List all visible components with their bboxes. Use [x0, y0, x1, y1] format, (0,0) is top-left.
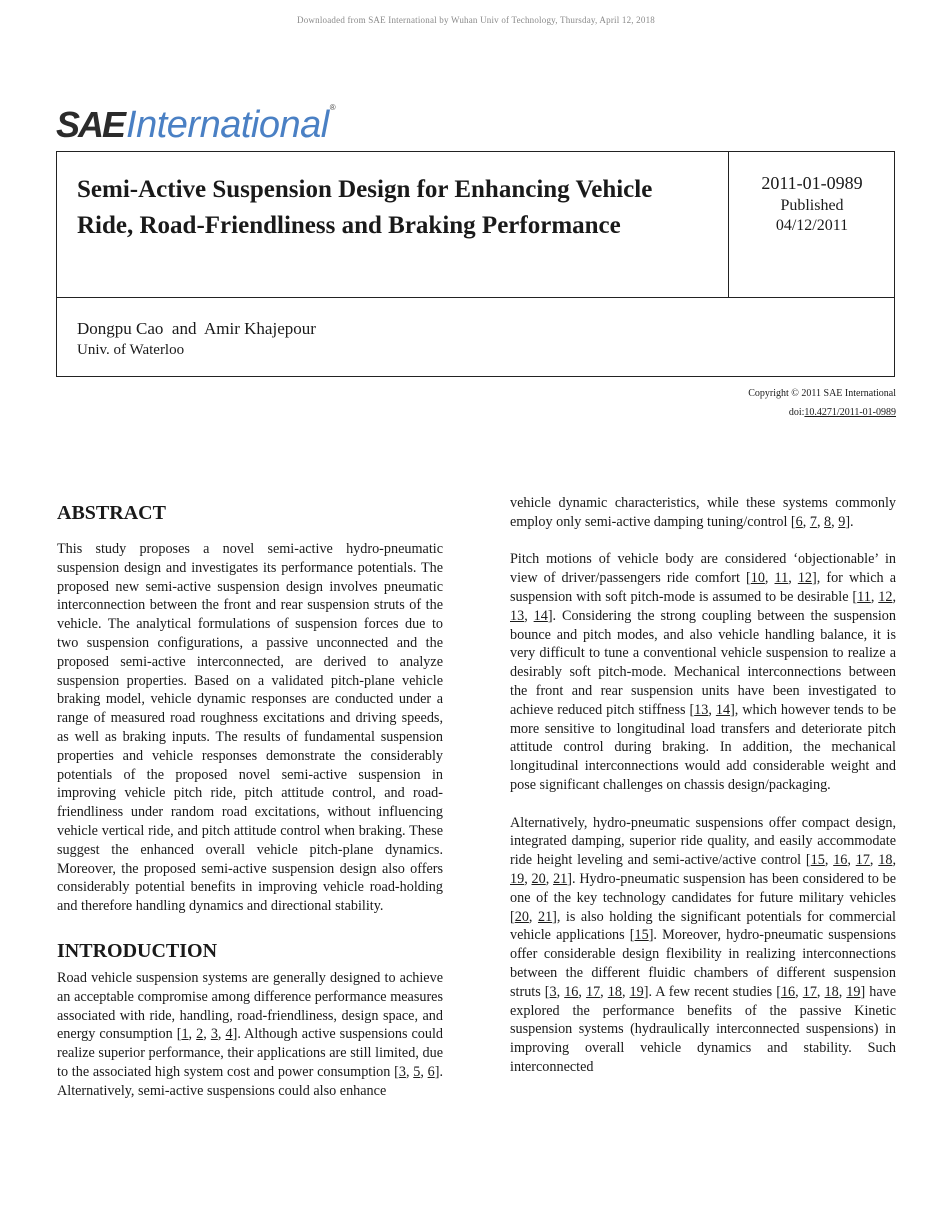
reference-link[interactable]: 16 — [833, 852, 848, 869]
reference-link[interactable]: 19 — [510, 870, 525, 887]
text-segment: , — [708, 701, 716, 718]
reference-link[interactable]: 19 — [846, 983, 861, 1000]
reference-link[interactable]: 16 — [564, 983, 579, 1000]
text-segment: , — [847, 852, 856, 869]
doi-link[interactable]: 10.4271/2011-01-0989 — [804, 407, 896, 418]
text-segment: , — [188, 1026, 197, 1043]
registered-mark: ® — [329, 103, 336, 112]
text-segment: , — [524, 607, 534, 624]
reference-link[interactable]: 14 — [715, 701, 731, 718]
text-segment: , — [870, 588, 879, 605]
text-segment: Alternatively, hydro-pneumatic suspensions offer compact design, integrated damping, superior ride quality, and easily accommodate ride height leveling and semi-active/active control [ — [510, 814, 896, 869]
reference-link[interactable]: 6 — [427, 1063, 435, 1080]
text-segment: ], for which a suspension with soft pitch-mode is assumed to be desirable [ — [510, 570, 897, 605]
text-segment: Road vehicle suspension systems are generally designed to achieve an acceptable compromise among difference performance measures associated with ride, handling, road-friendliness, design space, and energy consumption [ — [57, 969, 443, 1043]
introduction-heading: INTRODUCTION — [57, 939, 218, 962]
authors: Dongpu Cao and Amir Khajepour — [77, 319, 316, 338]
text-segment: ]. Although active suspensions could realize superior performance, their applications are still limited, due to the associated high system cost and power consumption [ — [57, 1026, 444, 1080]
text-segment: , — [788, 570, 798, 587]
reference-link[interactable]: 14 — [533, 607, 548, 624]
text-segment: , — [892, 852, 897, 869]
reference-link[interactable]: 6 — [795, 513, 803, 530]
reference-link[interactable]: 20 — [514, 908, 529, 925]
reference-link[interactable]: 10 — [750, 570, 765, 587]
abstract-heading: ABSTRACT — [57, 502, 166, 524]
reference-link[interactable]: 18 — [824, 983, 839, 1000]
text-segment: ]. Hydro-pneumatic suspension has been considered to be one of the key technology candidates for future military vehicles [ — [510, 870, 897, 925]
paper-number: 2011-01-0989 — [761, 173, 863, 193]
reference-link[interactable]: 11 — [774, 570, 789, 587]
reference-link[interactable]: 12 — [878, 588, 893, 605]
download-note: Downloaded from SAE International by Wuhan Univ of Technology, Thursday, April 12, 2018 — [297, 15, 655, 25]
reference-link[interactable]: 17 — [585, 983, 601, 1000]
reference-link[interactable]: 3 — [398, 1063, 406, 1080]
reference-link[interactable]: 12 — [797, 570, 813, 587]
text-segment: , — [816, 513, 825, 530]
text-segment: ]. A few recent studies [ — [643, 983, 781, 1000]
paper-title: Semi-Active Suspension Design for Enhancing Vehicle Ride, Road-Friendliness and Braking Performance — [77, 176, 653, 239]
reference-link[interactable]: 21 — [553, 870, 568, 887]
text-segment: vehicle dynamic characteristics, while these systems commonly employ only semi-active damping tuning/control [ — [510, 495, 896, 530]
text-segment: , — [528, 908, 538, 925]
affiliation: Univ. of Waterloo — [77, 342, 185, 358]
paper-meta-cell — [729, 152, 895, 297]
text-segment: , — [420, 1063, 428, 1080]
reference-link[interactable]: 20 — [531, 870, 546, 887]
sae-international-logo — [56, 103, 336, 146]
authors-cell — [57, 297, 894, 376]
published-date: 04/12/2011 — [775, 217, 849, 234]
text-segment: , — [824, 852, 834, 869]
text-segment: Pitch motions of vehicle body are considered ‘objectionable’ in view of driver/passengers ride comfort [ — [510, 551, 896, 587]
copyright-notice: Copyright © 2011 SAE International — [748, 388, 896, 399]
reference-link[interactable]: 15 — [634, 927, 649, 944]
text-segment: , — [869, 852, 879, 869]
logo-name: International — [126, 104, 329, 146]
text-segment: , — [764, 570, 775, 587]
reference-link[interactable]: 2 — [196, 1026, 204, 1043]
reference-link[interactable]: 3 — [210, 1026, 218, 1043]
reference-link[interactable]: 18 — [607, 983, 622, 1000]
text-segment: ]. — [845, 513, 854, 530]
text-segment: ] have explored the performance benefits of the passive Kinetic suspension systems (hydraulically interconnected suspensions) in improving overall vehicle dynamics and stability. Such interconnected — [510, 983, 897, 1075]
intro-paragraph-3 — [510, 814, 896, 1077]
text-segment: , — [621, 983, 630, 1000]
paper-header-box — [56, 151, 895, 377]
reference-link[interactable]: 16 — [780, 983, 796, 1000]
reference-link[interactable]: 11 — [857, 588, 871, 605]
published-label: Published — [780, 197, 844, 214]
text-segment: , — [203, 1026, 211, 1043]
reference-link[interactable]: 13 — [694, 701, 709, 718]
text-segment: , — [600, 983, 608, 1000]
intro-paragraph-1 — [57, 969, 443, 1101]
text-segment: , — [556, 983, 565, 1000]
text-segment: ]. Moreover, hydro-pneumatic suspensions offer considerable design flexibility in realizing interconnections between the different fluidic chambers of different suspension struts [ — [510, 927, 896, 1000]
text-segment: , — [217, 1026, 226, 1043]
reference-link[interactable]: 21 — [537, 908, 553, 925]
reference-link[interactable]: 8 — [824, 513, 832, 530]
reference-link[interactable]: 17 — [855, 852, 870, 869]
reference-link[interactable]: 19 — [629, 983, 644, 1000]
intro-paragraph-1-continued — [510, 494, 896, 532]
left-column — [57, 497, 443, 1101]
reference-link[interactable]: 1 — [181, 1026, 189, 1043]
logo-brand: SAE — [56, 104, 125, 145]
reference-link[interactable]: 4 — [225, 1026, 233, 1043]
text-segment: , — [838, 983, 847, 1000]
reference-link[interactable]: 15 — [810, 852, 825, 869]
text-segment: , — [892, 588, 897, 605]
text-segment: , — [524, 870, 532, 887]
reference-link[interactable]: 18 — [878, 852, 893, 869]
text-segment: ]. Considering the strong coupling between the suspension bounce and pitch modes, and also vehicle handling balance, it is very difficult to tune a conventional vehicle suspension to realize a desirably soft pitch-mode. Mechanical interconnections between the front and rear suspension units have been investigated to achieve reduced pitch stiffness [ — [510, 607, 896, 718]
text-segment: , — [816, 983, 825, 1000]
text-segment: , — [545, 870, 554, 887]
reference-link[interactable]: 7 — [809, 513, 817, 530]
reference-link[interactable]: 3 — [549, 983, 557, 1000]
reference-link[interactable]: 9 — [838, 513, 846, 530]
title-cell — [57, 152, 729, 297]
right-column — [510, 494, 896, 1077]
text-segment: , — [831, 513, 839, 530]
text-segment: ], is also holding the significant potentials for commercial vehicle applications [ — [510, 908, 896, 944]
abstract-text: This study proposes a novel semi-active hydro-pneumatic suspension design and investigates its performance potentials. The proposed new semi-active suspension design involves pneumatic interconnection between the front and rear suspension struts of the vehicle. The analytical formulations of suspension forces due to two suspension configurations, a passive unconnected and the proposed semi-active interconnected, are derived to analyze suspension properties. Based on a validated pitch-plane vehicle braking model, vehicle dynamic responses are conducted under a range of measured road roughness excitations and driving speeds, as well as braking inputs. The results of fundamental suspension properties and vehicle responses demonstrate the considerably potentials of the proposed novel semi-active suspension in improving vehicle pitch ride, pitch attitude control, and road-friendliness under random road excitations, without influencing vehicle vertical ride, and pitch attitude control when braking. These suggest the enhanced overall vehicle pitch-plane dynamics. Moreover, the proposed semi-active suspension design also offers considerably potential benefits in improving vehicle road-holding and therefore handling dynamics and directional stability. — [57, 541, 443, 915]
text-segment: , — [405, 1063, 414, 1080]
text-segment: , — [802, 513, 810, 530]
intro-paragraph-2 — [510, 550, 896, 794]
text-segment: ]. Alternatively, semi-active suspensions could also enhance — [57, 1063, 444, 1099]
text-segment: ], which however tends to be more sensitive to longitudinal load transfers and deteriorate pitch attitude control during braking. In addition, the mechanical longitudinal interconnections would add considerable weight and pose significant challenges on chassis design/packaging. — [510, 701, 897, 793]
reference-link[interactable]: 13 — [510, 607, 525, 624]
text-segment: , — [578, 983, 586, 1000]
doi-line — [789, 407, 896, 419]
text-segment: , — [795, 983, 803, 1000]
reference-link[interactable]: 17 — [802, 983, 817, 1000]
doi-prefix: doi: — [788, 407, 805, 418]
reference-link[interactable]: 5 — [413, 1063, 421, 1080]
